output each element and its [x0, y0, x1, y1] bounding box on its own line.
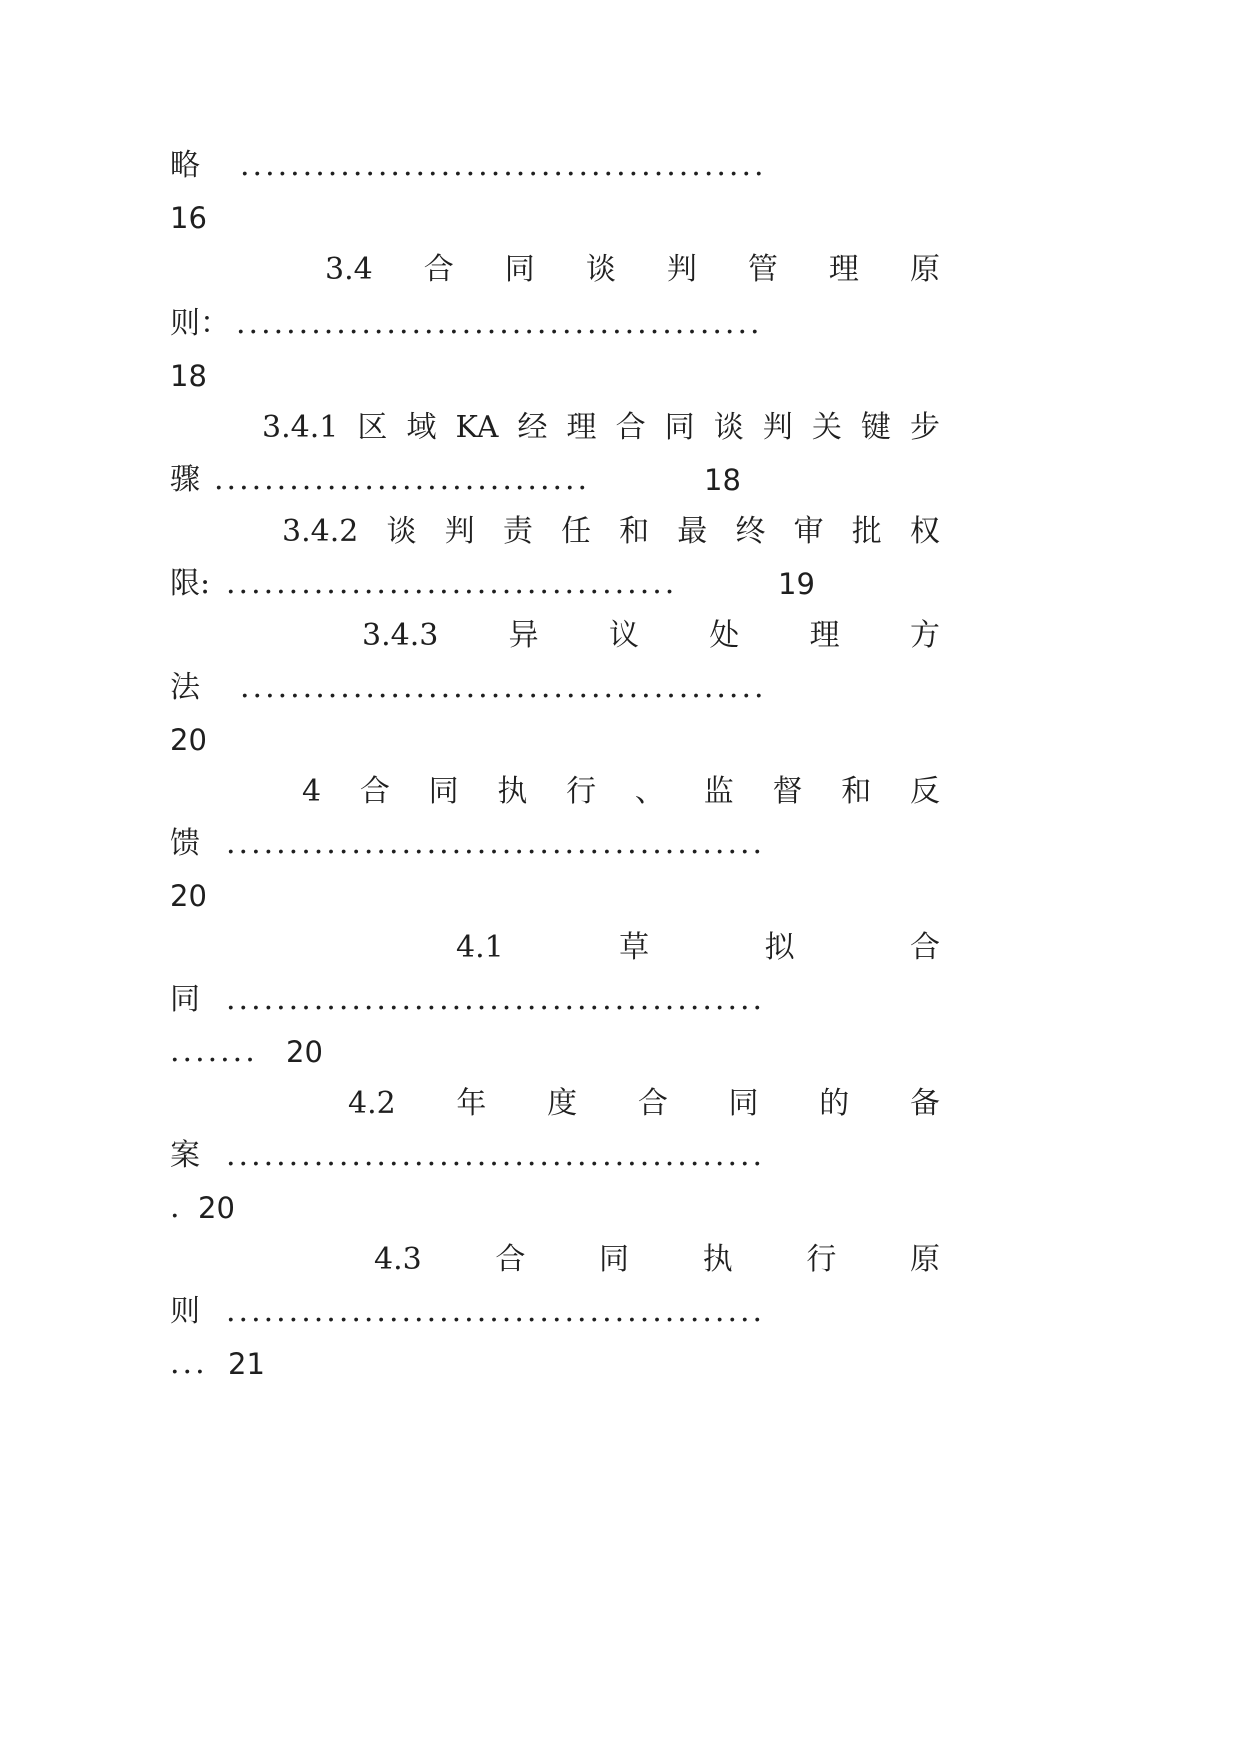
toc-leader-dots: .......................................... — [240, 148, 767, 183]
toc-title-char: 最 — [677, 514, 708, 549]
toc-title-char: 审 — [793, 514, 824, 549]
toc-title-char: 议 — [609, 618, 639, 653]
toc-title-char: 原 — [909, 252, 940, 287]
toc-section-number: 4.3 — [374, 1242, 422, 1277]
toc-title-char: 、 — [634, 774, 665, 809]
toc-title-char: 区 — [357, 410, 388, 445]
toc-title-char: 谈 — [713, 410, 744, 445]
toc-title-char: 责 — [502, 514, 533, 549]
toc-leader-dots: ........................................... — [226, 1294, 766, 1329]
toc-title-char: 年 — [456, 1086, 487, 1121]
toc-line-tail: 则 — [170, 1294, 200, 1329]
toc-title-char: 同 — [504, 252, 535, 287]
toc-line-tail: 限: — [170, 566, 211, 601]
toc-line-tail: 则： — [170, 306, 230, 341]
toc-page-number: 16 — [170, 201, 207, 235]
toc-title-char: 和 — [841, 774, 872, 809]
toc-title-char: 异 — [508, 618, 539, 653]
toc-title-char: 同 — [599, 1242, 630, 1277]
toc-section-number: 3.4.3 — [362, 618, 439, 653]
toc-line-tail: 案 — [170, 1138, 200, 1173]
toc-title-char: 执 — [702, 1242, 733, 1277]
toc-heading-line — [325, 252, 940, 288]
toc-title-char: 同 — [664, 410, 695, 445]
toc-section-number: 3.4.1 — [262, 410, 339, 445]
toc-page-number: 20 — [198, 1191, 235, 1225]
toc-title-char: 步 — [909, 410, 940, 445]
toc-section-number: 3.4 — [325, 252, 373, 287]
toc-page-number: 20 — [170, 723, 207, 757]
toc-title-char: 理 — [828, 252, 859, 287]
toc-leader-dots-continued: ... — [170, 1346, 208, 1381]
toc-title-char: 判 — [666, 252, 697, 287]
toc-page-number: 18 — [704, 463, 741, 497]
toc-leader-dots: .................................... — [226, 566, 678, 601]
toc-title-char: 备 — [909, 1086, 940, 1121]
toc-heading-line — [348, 1086, 940, 1122]
toc-title-char: KA — [455, 410, 499, 445]
toc-title-char: 行 — [806, 1242, 837, 1277]
toc-line-tail: 略 — [170, 148, 200, 183]
toc-title-char: 合 — [359, 774, 390, 809]
toc-line-tail: 馈 — [170, 826, 200, 861]
toc-title-char: 合 — [495, 1242, 526, 1277]
toc-title-char: 任 — [560, 514, 591, 549]
toc-title-char: 权 — [909, 514, 940, 549]
toc-heading-line — [456, 930, 940, 966]
toc-title-char: 判 — [762, 410, 793, 445]
toc-leader-dots: ........................................... — [226, 982, 766, 1017]
toc-title-char: 同 — [428, 774, 459, 809]
toc-page-number: 18 — [170, 359, 207, 393]
toc-section-number: 4.2 — [348, 1086, 396, 1121]
toc-leader-dots: .......................................... — [240, 670, 767, 705]
toc-leader-dots: ........................................... — [226, 1138, 766, 1173]
toc-title-char: 经 — [517, 410, 548, 445]
toc-title-char: 草 — [619, 930, 650, 965]
toc-section-number: 4 — [302, 774, 322, 809]
toc-title-char: 合 — [637, 1086, 668, 1121]
toc-heading-line — [362, 618, 940, 654]
toc-title-char: 理 — [566, 410, 597, 445]
toc-title-char: 反 — [909, 774, 940, 809]
toc-title-char: 行 — [566, 774, 597, 809]
toc-title-char: 键 — [860, 410, 891, 445]
toc-leader-dots: .......................................... — [236, 306, 763, 341]
toc-page-number: 20 — [170, 879, 207, 913]
toc-title-char: 的 — [819, 1086, 850, 1121]
toc-title-char: 督 — [772, 774, 803, 809]
toc-title-char: 拟 — [764, 930, 795, 965]
toc-title-char: 原 — [910, 1242, 940, 1277]
toc-line-tail: 骤 — [170, 462, 200, 497]
toc-line-tail: 同 — [170, 982, 200, 1017]
toc-title-char: 度 — [547, 1086, 578, 1121]
toc-title-char: 处 — [709, 618, 740, 653]
toc-title-char: 理 — [809, 618, 840, 653]
toc-heading-line — [302, 774, 940, 810]
toc-page-number: 21 — [228, 1347, 265, 1381]
toc-title-char: 批 — [851, 514, 882, 549]
toc-title-char: 谈 — [386, 514, 417, 549]
toc-leader-dots: .............................. — [214, 462, 591, 497]
toc-title-char: 域 — [406, 410, 437, 445]
toc-section-number: 3.4.2 — [282, 514, 359, 549]
toc-leader-dots-continued: . — [170, 1190, 180, 1225]
toc-title-char: 判 — [444, 514, 475, 549]
toc-title-char: 监 — [703, 774, 734, 809]
toc-title-char: 管 — [747, 252, 778, 287]
toc-title-char: 合 — [615, 410, 646, 445]
toc-line-tail: 法 — [170, 670, 200, 705]
toc-title-char: 合 — [909, 930, 940, 965]
toc-title-char: 谈 — [585, 252, 616, 287]
toc-heading-line — [374, 1242, 940, 1278]
toc-title-char: 方 — [909, 618, 940, 653]
toc-leader-dots-continued: ....... — [170, 1034, 258, 1069]
toc-section-number: 4.1 — [456, 930, 504, 965]
toc-page-number: 20 — [286, 1035, 323, 1069]
toc-heading-line — [282, 514, 940, 550]
toc-page-number: 19 — [778, 567, 815, 601]
toc-title-char: 同 — [728, 1086, 759, 1121]
toc-title-char: 和 — [619, 514, 650, 549]
toc-title-char: 终 — [735, 514, 766, 549]
toc-title-char: 关 — [811, 410, 842, 445]
toc-heading-line — [262, 410, 940, 446]
toc-leader-dots: ........................................... — [226, 826, 766, 861]
toc-title-char: 合 — [423, 252, 454, 287]
toc-title-char: 执 — [497, 774, 528, 809]
